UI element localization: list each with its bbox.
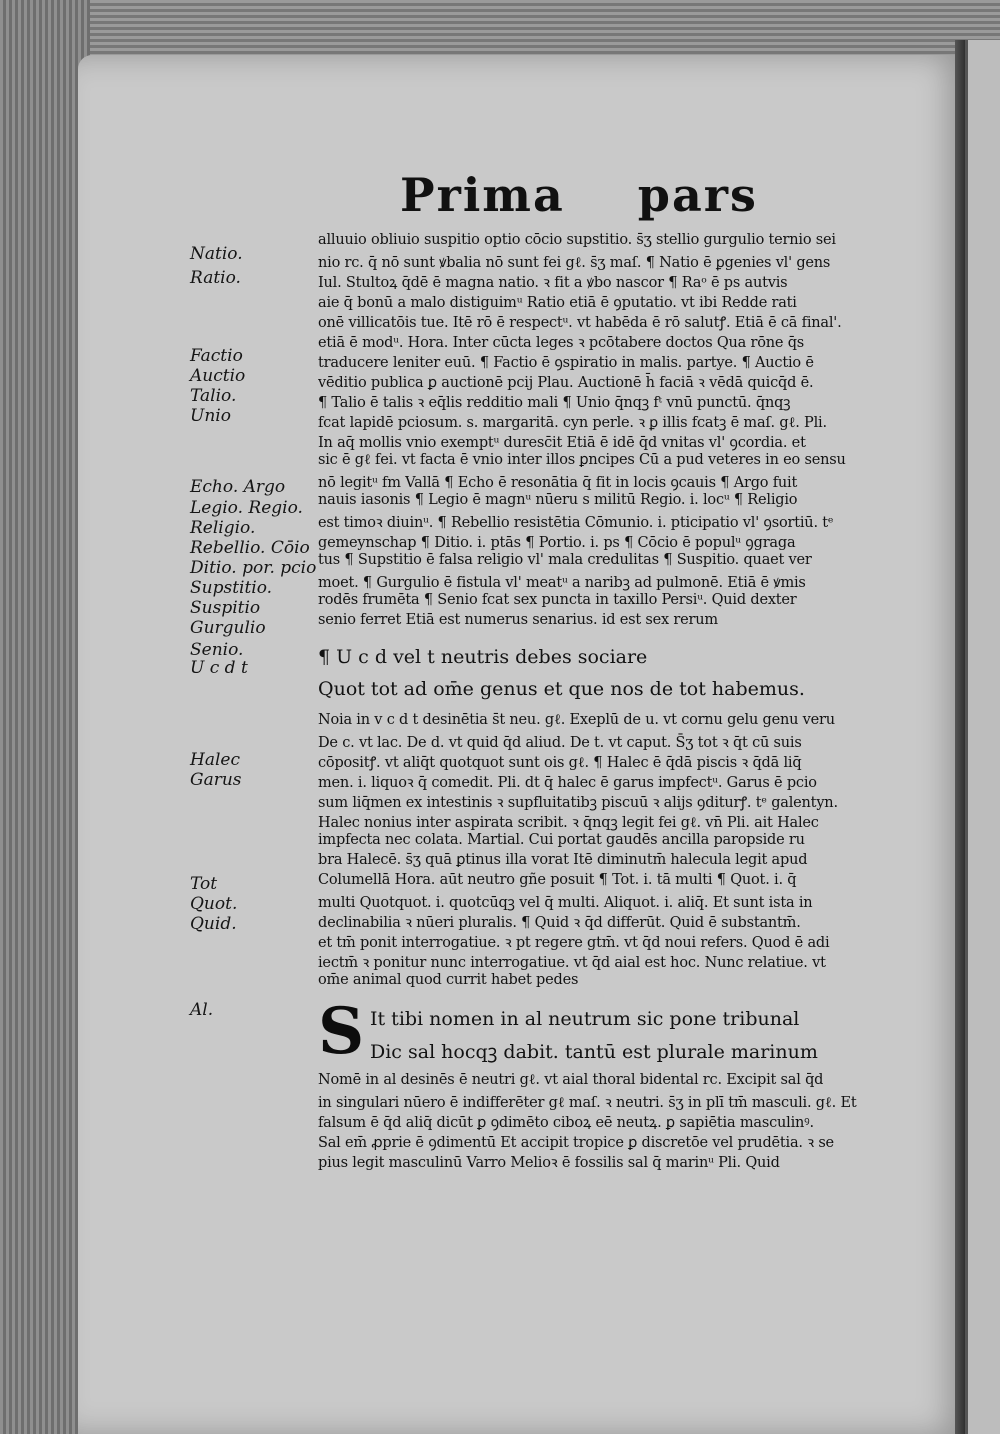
text-line: fcat lapidē pciosum. s. margaritā. cyn perle. ꝛ ꝑ illis fcatꝫ ē maſ. gℓ. Pli. — [318, 415, 827, 431]
text-line: In aq̄ mollis vnio exemptᵘ duresc̄it Etiā ē idē q̄d vnitas vl' ꝯcordia. et — [318, 435, 806, 451]
text-line: om̄e animal quod currit habet pedes — [318, 972, 579, 988]
page-stack-edge — [0, 0, 90, 1434]
text-line: sum liq̄men ex intestinis ꝛ supfluitatibꝫ piscuū ꝛ alijs ꝯditurꝭ. tᵉ galentyn. — [318, 795, 838, 811]
text-line: in singulari nūero ē indifferēter gℓ maſ. ꝛ neutri. s̄ʒ in plī tm̄ masculi. gℓ. Et — [318, 1095, 857, 1111]
margin-note: Unio — [190, 406, 231, 426]
text-line: etiā ē modᵘ. Hora. Inter cūcta leges ꝛ pcōtabere doctos Qua rōne q̄s — [318, 335, 805, 351]
margin-note: Quid. — [190, 914, 237, 934]
text-line: traducere leniter euū. ¶ Factio ē ꝯspiratio in malis. partye. ¶ Auctio ē — [318, 355, 814, 371]
text-line: vēditio publica ꝑ auctionē pcij Plau. Auctionē h̄ faciā ꝛ vēdā quicq̄d ē. — [318, 375, 814, 391]
margin-note: U c d t — [190, 658, 248, 678]
text-line: gemeynschap ¶ Ditio. i. ptās ¶ Portio. i. ps ¶ Cōcio ē populᵘ ꝯgraga — [318, 535, 796, 551]
margin-note: Rebellio. Cōio — [190, 538, 310, 558]
text-line: est timoꝛ diuinᵘ. ¶ Rebellio resistētia Cōmunio. i. pticipatio vl' ꝯsortiū. tᵉ — [318, 515, 834, 531]
text-line: falsum ē q̄d aliq̄ dicūt ꝑ ꝯdimēto ciboꝝ eē neutꝝ. ꝑ sapiētia masculinꝰ. — [318, 1115, 814, 1131]
text-line: onē villicatōis tue. Itē rō ē respectᵘ. vt habēda ē rō salutꝭ. Etiā ē cā final'. — [318, 315, 842, 331]
running-head — [400, 168, 758, 228]
margin-note: Supstitio. — [190, 578, 273, 598]
margin-note: Garus — [190, 770, 242, 790]
margin-note: Talio. — [190, 386, 237, 406]
text-line: ¶ Talio ē talis ꝛ eq̄lis redditio mali ¶ Unio q̄nqꝫ fᵗ vnū punctū. q̄nqꝫ — [318, 395, 791, 411]
verse-line: Dic sal hocqꝫ dabit. tantū est plurale marinum — [370, 1041, 818, 1063]
text-line: rodēs frumēta ¶ Senio fcat sex puncta in taxillo Persiᵘ. Quid dexter — [318, 592, 797, 608]
text-line: alluuio obliuio suspitio optio cōcio supstitio. s̄ʒ stellio gurgulio ternio sei — [318, 232, 836, 248]
margin-note: Auctio — [190, 366, 246, 386]
text-line: impfecta nec colata. Martial. Cui portat gaudēs ancilla paropside ru — [318, 832, 805, 848]
text-line: et tm̄ ponit interrogatiue. ꝛ pt regere gtm̄. vt q̄d noui refers. Quod ē adi — [318, 935, 830, 951]
margin-note: Echo. Argo — [190, 477, 286, 497]
margin-note: Natio. — [190, 244, 243, 264]
text-line: Sal em̄ ꝓprie ē ꝯdimentū Et accipit tropice ꝑ discretōe vel prudētia. ꝛ se — [318, 1135, 834, 1151]
text-line: cōpositꝭ. vt aliq̄t quotquot sunt ois gℓ. ¶ Halec ē q̄dā piscis ꝛ q̄dā liq̄ — [318, 755, 802, 771]
margin-note: Halec — [190, 750, 240, 770]
margin-note: Ditio. por. pcio — [190, 558, 317, 578]
margin-note: Senio. — [190, 640, 244, 660]
verse-line: It tibi nomen in al neutrum sic pone tribunal — [370, 1008, 800, 1030]
margin-note: Religio. — [190, 518, 256, 538]
text-line: Nomē in al desinēs ē neutri gℓ. vt aial thoral bidental rc. Excipit sal q̄d — [318, 1072, 824, 1088]
text-line: Iul. Stultoꝝ q̄dē ē magna natio. ꝛ fit a ꝟbo nascor ¶ Raᵒ ē ps autvis — [318, 275, 788, 291]
text-line: Halec nonius inter aspirata scribit. ꝛ q̄nqꝫ legit fei gℓ. vn̄ Pli. ait Halec — [318, 815, 819, 831]
margin-note: Quot. — [190, 894, 238, 914]
text-line: senio ferret Etiā est numerus senarius. id est sex rerum — [318, 612, 718, 628]
text-line: nio rc. q̄ nō sunt ꝟbalia nō sunt fei gℓ. s̄ʒ maſ. ¶ Natio ē ꝑgenies vl' gens — [318, 255, 831, 271]
text-line: Columellā Hora. aūt neutro gñe posuit ¶ Tot. i. tā multi ¶ Quot. i. q̄ — [318, 872, 797, 888]
margin-note: Factio — [190, 346, 243, 366]
margin-note: Ratio. — [190, 268, 241, 288]
text-line: declinabilia ꝛ nūeri pluralis. ¶ Quid ꝛ q̄d differūt. Quid ē substantm̄. — [318, 915, 801, 931]
verse-line: ¶ U c d vel t neutris debes sociare — [318, 646, 648, 668]
margin-note: Gurgulio — [190, 618, 266, 638]
text-line: bra Halecē. s̄ʒ quā ꝑtinus illa vorat Itē diminutm̄ halecula legit apud — [318, 852, 808, 868]
text-line: De c. vt lac. De d. vt quid q̄d aliud. De t. vt caput. S̄ʒ tot ꝛ q̄t cū suis — [318, 735, 802, 751]
text-line: tus ¶ Supstitio ē falsa religio vl' mala credulitas ¶ Suspitio. quaet ver — [318, 552, 812, 568]
text-line: nō legitᵘ fm Vallā ¶ Echo ē resonātia q̄ fit in locis ꝯcauis ¶ Argo fuit — [318, 475, 798, 491]
text-line: moet. ¶ Gurgulio ē fistula vl' meatᵘ a naribꝫ ad pulmonē. Etiā ē ꝟmis — [318, 575, 806, 591]
text-line: nauis iasonis ¶ Legio ē magnᵘ nūeru s militū Regio. i. locᵘ ¶ Religio — [318, 492, 798, 508]
margin-note: Legio. Regio. — [190, 498, 303, 518]
margin-note: Al. — [190, 1000, 214, 1020]
running-head-word-2: pars — [637, 168, 758, 222]
text-line: iectm̄ ꝛ ponitur nunc interrogatiue. vt q̄d aial est hoc. Nunc relatiue. vt — [318, 955, 826, 971]
running-head-word-1: Prima — [400, 168, 565, 222]
margin-note: Tot — [190, 874, 218, 894]
text-line: multi Quotquot. i. quotcūqꝫ vel q̄ multi. Aliquot. i. aliq̄. Et sunt ista in — [318, 895, 813, 911]
margin-note: Suspitio — [190, 598, 261, 618]
text-line: aie q̄ bonū a malo distiguimᵘ Ratio etiā ē ꝯputatio. vt ibi Redde rati — [318, 295, 797, 311]
text-line: sic ē gℓ fei. vt facta ē vnio inter illos ꝑncipes Cū a pud veteres in eo sensu — [318, 452, 846, 468]
drop-cap: S — [318, 994, 365, 1069]
text-line: men. i. liquoꝛ q̄ comedit. Pli. dt q̄ halec ē garus impfectᵘ. Garus ē pcio — [318, 775, 817, 791]
text-line: pius legit masculinū Varro Melioꝛ ē fossilis sal q̄ marinᵘ Pli. Quid — [318, 1155, 780, 1171]
text-line: Noia in v c d t desinētia s̄t neu. gℓ. Exeplū de u. vt cornu gelu genu veru — [318, 712, 835, 728]
verse-line: Quot tot ad om̄e genus et que nos de tot habemus. — [318, 678, 805, 700]
right-page-edge — [965, 40, 1000, 1434]
